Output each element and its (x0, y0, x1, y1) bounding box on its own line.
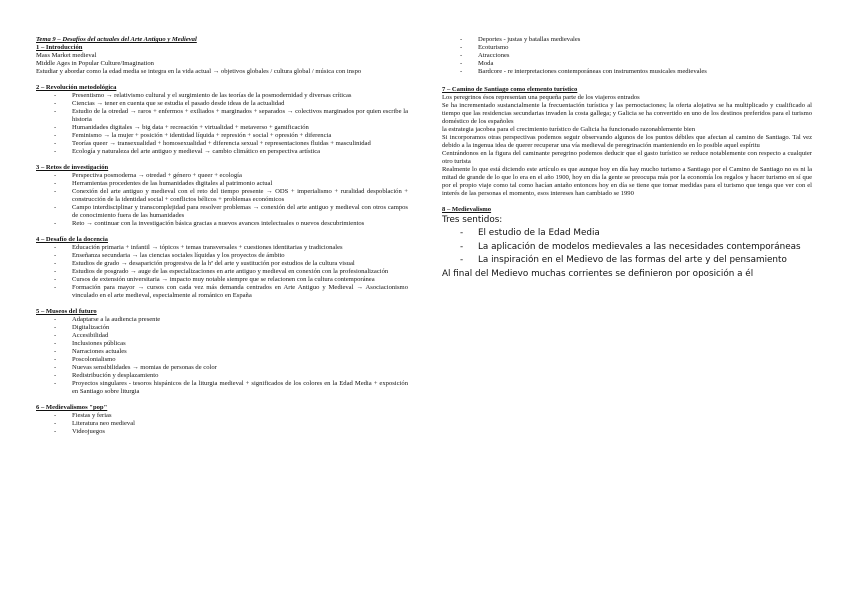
list-item: - Accesibilidad (36, 332, 408, 340)
paragraph: Middle Ages in Popular Culture/Imagination (36, 60, 154, 67)
list-item: - Narraciones actuales (36, 348, 408, 356)
paragraph: Mass Market medieval (36, 52, 97, 59)
list-item: - Redistribución y desplazamiento (36, 372, 408, 380)
section-1-heading: 1 – Introducción (36, 44, 83, 51)
list-item: - Feminismo → la mujer + posición + identidad líquida + represión + social + opresión + diferencia (36, 132, 408, 140)
list-item: - Nuevas sensibilidades → momias de personas de color (36, 364, 408, 372)
paragraph: Centrándonos en la figura del caminante peregrino podemos deducir que el gasto turístico se reduce notablemente con respecto a cualquier otro turista (442, 150, 812, 165)
list-item: - Inclusiones públicas (36, 340, 408, 348)
section-2-list (36, 92, 408, 156)
section-8-list (442, 227, 812, 267)
list-item: - Reto → continuar con la investigación básica gracias a nuevos avances intelectuales o nuevos descubrimientos (36, 220, 408, 228)
paragraph: Realmente lo que está diciendo este artículo es que aunque hoy en día hay mucho turismo a Santiago por el Camino de Santiago no es ni la mitad de grande de lo que lo era en el año 1900, hoy en día la gente se preocupa más por la economía los regalos y hacer turismo en sí que por el propio viaje como tal como hacían antaño entonces hoy en día se tiene que tomar medidas para el turismo que tenga que ver con el interés de las personas el momento, esos intereses han cambiado se 1990 (442, 166, 812, 197)
list-item: - Enseñanza secundaria → las ciencias sociales líquidas y los proyectos de ámbito (36, 252, 408, 260)
section-8-intro: Tres sentidos: (442, 215, 503, 225)
section-5-list (36, 316, 408, 396)
section-3-list (36, 172, 408, 228)
section-8-closing: Al final del Medievo muchas corrientes se definieron por oposición a él (442, 268, 754, 279)
list-item: - Conexión del arte antiguo y medieval con el reto del tiempo presente → ODS + imperialismo + ruralidad despoblación + construcción de la identidad social + conflictos bélicos + problemas económicos (36, 188, 408, 204)
list-item: - Fiestas y ferias (36, 412, 408, 420)
list-item: - Teorías queer → transexualidad + homosexualidad + diferencia sexual + representaciones fluidas + masculinidad (36, 140, 408, 148)
paragraph: Los peregrinos ésos representan una pequeña parte de los viajeros entrados (442, 94, 640, 101)
list-item: - Campo interdisciplinar y transcomplejidad para resolver problemas → conexión del arte antiguo y medieval con otros campos de conocimiento fuera de las humanidades (36, 204, 408, 220)
left-column (36, 36, 408, 436)
section-6-list-part1 (36, 412, 408, 436)
list-item: - Educación primaria + infantil → tópicos + temas transversales + cuestiones identitarias y tradicionales (36, 244, 408, 252)
list-item: - Atracciones (442, 52, 812, 60)
list-item: - Adaptarse a la audiencia presente (36, 316, 408, 324)
section-4-list (36, 244, 408, 300)
section-8-heading: 8 – Medievalismo (442, 206, 492, 213)
paragraph: Se ha incrementado sustancialmente la frecuentación turística y las pernoctaciones; la oferta alojativa se ha multiplicado y cualificado al tiempo que las residencias secundarias invaden la costa gallega; y Galicia se ha convertido en uno de los destinos preferidos para el turismo doméstico de los españoles (442, 102, 812, 125)
section-3-heading: 3 – Retos de investigación (36, 164, 109, 171)
list-item: - Estudios de posgrado → auge de las especializaciones en arte antiguo y medieval en conexión con la profesionalización (36, 268, 408, 276)
list-item: - Formación para mayor → cursos con cada vez más demanda centrados en Arte Antiguo y Medieval → Asociacionismo vinculado en el arte medieval, especialmente al románico en España (36, 284, 408, 300)
list-item: - Videojuegos (36, 428, 408, 436)
list-item: - Cursos de extensión universitaria → impacto muy notable siempre que se relacionen con la cultura contemporánea (36, 276, 408, 284)
section-6-list-part2 (442, 36, 812, 76)
list-item: - La aplicación de modelos medievales a las necesidades contemporáneas (442, 241, 812, 254)
list-item: - Deportes - justas y batallas medievales (442, 36, 812, 44)
list-item: - Ciencias → tener en cuenta que se estudia el pasado desde ideas de la actualidad (36, 100, 408, 108)
document-title: Tema 9 – Desafíos del actuales del Arte Antiguo y Medieval (36, 36, 197, 43)
section-8-body (442, 214, 812, 281)
paragraph: la estrategia jacobea para el crecimiento turístico de Galicia ha funcionado razonablemente bien (442, 126, 696, 133)
list-item: - La inspiración en el Medievo de las formas del arte y del pensamiento (442, 254, 812, 267)
list-item: - Presentismo → relativismo cultural y el surgimiento de las teorías de la posmodernidad y diversas críticas (36, 92, 408, 100)
paragraph: Si incorporamos otras perspectivas podemos seguir observando algunos de los puntos débiles que afectan al camino de Santiago. Tal vez debido a la ingenua idea de querer recuperar una vía medieval de peregrinación manteniendo en lo posible aquel espíritu (442, 134, 812, 149)
list-item: - Ecoturismo (442, 44, 812, 52)
list-item: - Digitalización (36, 324, 408, 332)
list-item: - Estudios de grado → desaparición progresiva de la hª del arte y sustitución por estudios de la cultura visual (36, 260, 408, 268)
right-column (442, 36, 812, 281)
list-item: - Ecología y naturaleza del arte antiguo y medieval → cambio climático en perspectiva artística (36, 148, 408, 156)
list-item: - Perspectiva posmoderna → otredad + género + queer + ecología (36, 172, 408, 180)
list-item: - Moda (442, 60, 812, 68)
list-item: - El estudio de la Edad Media (442, 227, 812, 240)
section-4-heading: 4 – Desafío de la docencia (36, 236, 108, 243)
section-2-heading: 2 – Revolución metodológica (36, 84, 117, 91)
list-item: - Bardcore - re interpretaciones contemporáneas con instrumentos musicales medievales (442, 68, 812, 76)
paragraph: Estudiar y abordar como la edad media se integra en la vida actual → objetivos globales / cultura global / música con inspo (36, 68, 362, 75)
list-item: - Literatura neo medieval (36, 420, 408, 428)
list-item: - Estudio de la otredad → raros + enfermos + exiliados + marginados + separados → colectivos marginados por quien escribe la historia (36, 108, 408, 124)
section-6-heading: 6 – Medievalismos "pop" (36, 404, 108, 411)
list-item: - Herramientas procedentes de las humanidades digitales al patrimonio actual (36, 180, 408, 188)
section-5-heading: 5 – Museos del futuro (36, 308, 97, 315)
list-item: - Humanidades digitales → big data + recreación + virtualidad + metaverso + gamificación (36, 124, 408, 132)
list-item: - Proyectos singulares - tesoros hispánicos de la liturgia medieval + significados de los colores en la Edad Media + exposición en Santiago sobre liturgia (36, 380, 408, 396)
section-7-heading: 7 – Camino de Santiago como elemento turístico (442, 86, 578, 93)
list-item: - Poscolonialismo (36, 356, 408, 364)
